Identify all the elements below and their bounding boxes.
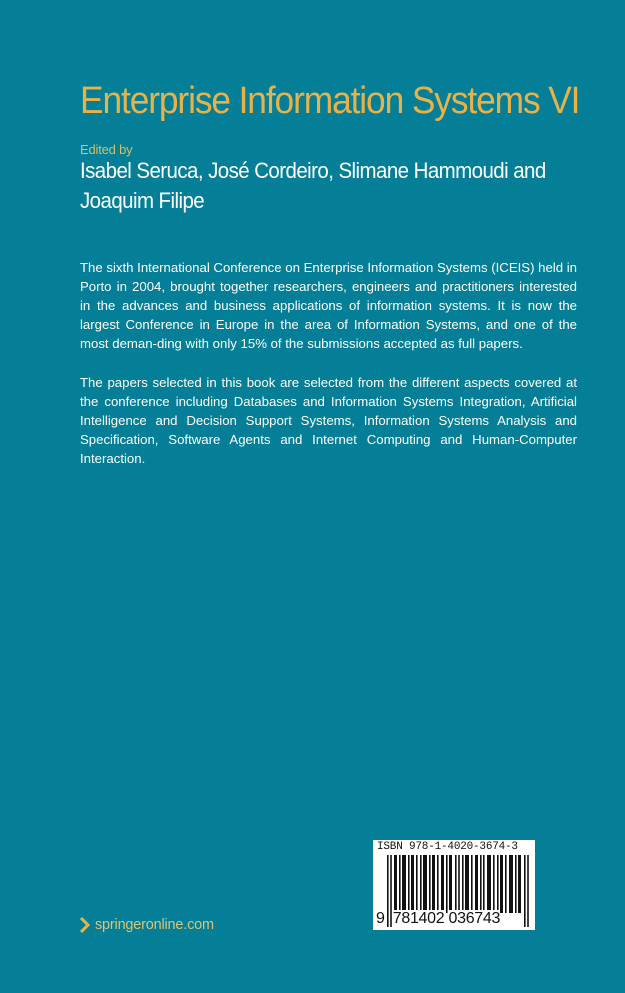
barcode-first-digit: 9 (376, 910, 385, 927)
description-paragraph-2: The papers selected in this book are selected from the different aspects covered at the conference including Databases and Information Systems Integration, Artificial Intelligence and Decision Support Systems, Information Systems Analysis and Specification, Software Agents and Internet Computing and Human-Computer Interaction. (80, 375, 577, 466)
publisher-url[interactable]: springeronline.com (95, 917, 214, 933)
description-paragraph-1: The sixth International Conference on Enterprise Information Systems (ICEIS) held in Porto in 2004, brought together researchers, engineers and practitioners interested in the advances and business applications of information systems. It is now the largest Conference in Europe in the area of Information Systems, and one of the most deman-ding with only 15% of the submissions accepted as full papers. (80, 260, 577, 351)
editors-list: Isabel Seruca, José Cordeiro, Slimane Hammoudi and Joaquim Filipe (80, 158, 546, 213)
book-title: Enterprise Information Systems VI (80, 80, 580, 122)
chevron-right-icon (80, 917, 90, 933)
edited-by-label: Edited by (80, 142, 133, 157)
isbn-label: ISBN 978-1-4020-3674-3 (377, 841, 518, 853)
barcode-group-1: 781402 (392, 910, 445, 927)
publisher-link[interactable] (80, 917, 214, 933)
barcode-group-2: 036743 (448, 910, 501, 927)
barcode-digits (376, 910, 500, 928)
isbn-barcode (373, 840, 535, 930)
